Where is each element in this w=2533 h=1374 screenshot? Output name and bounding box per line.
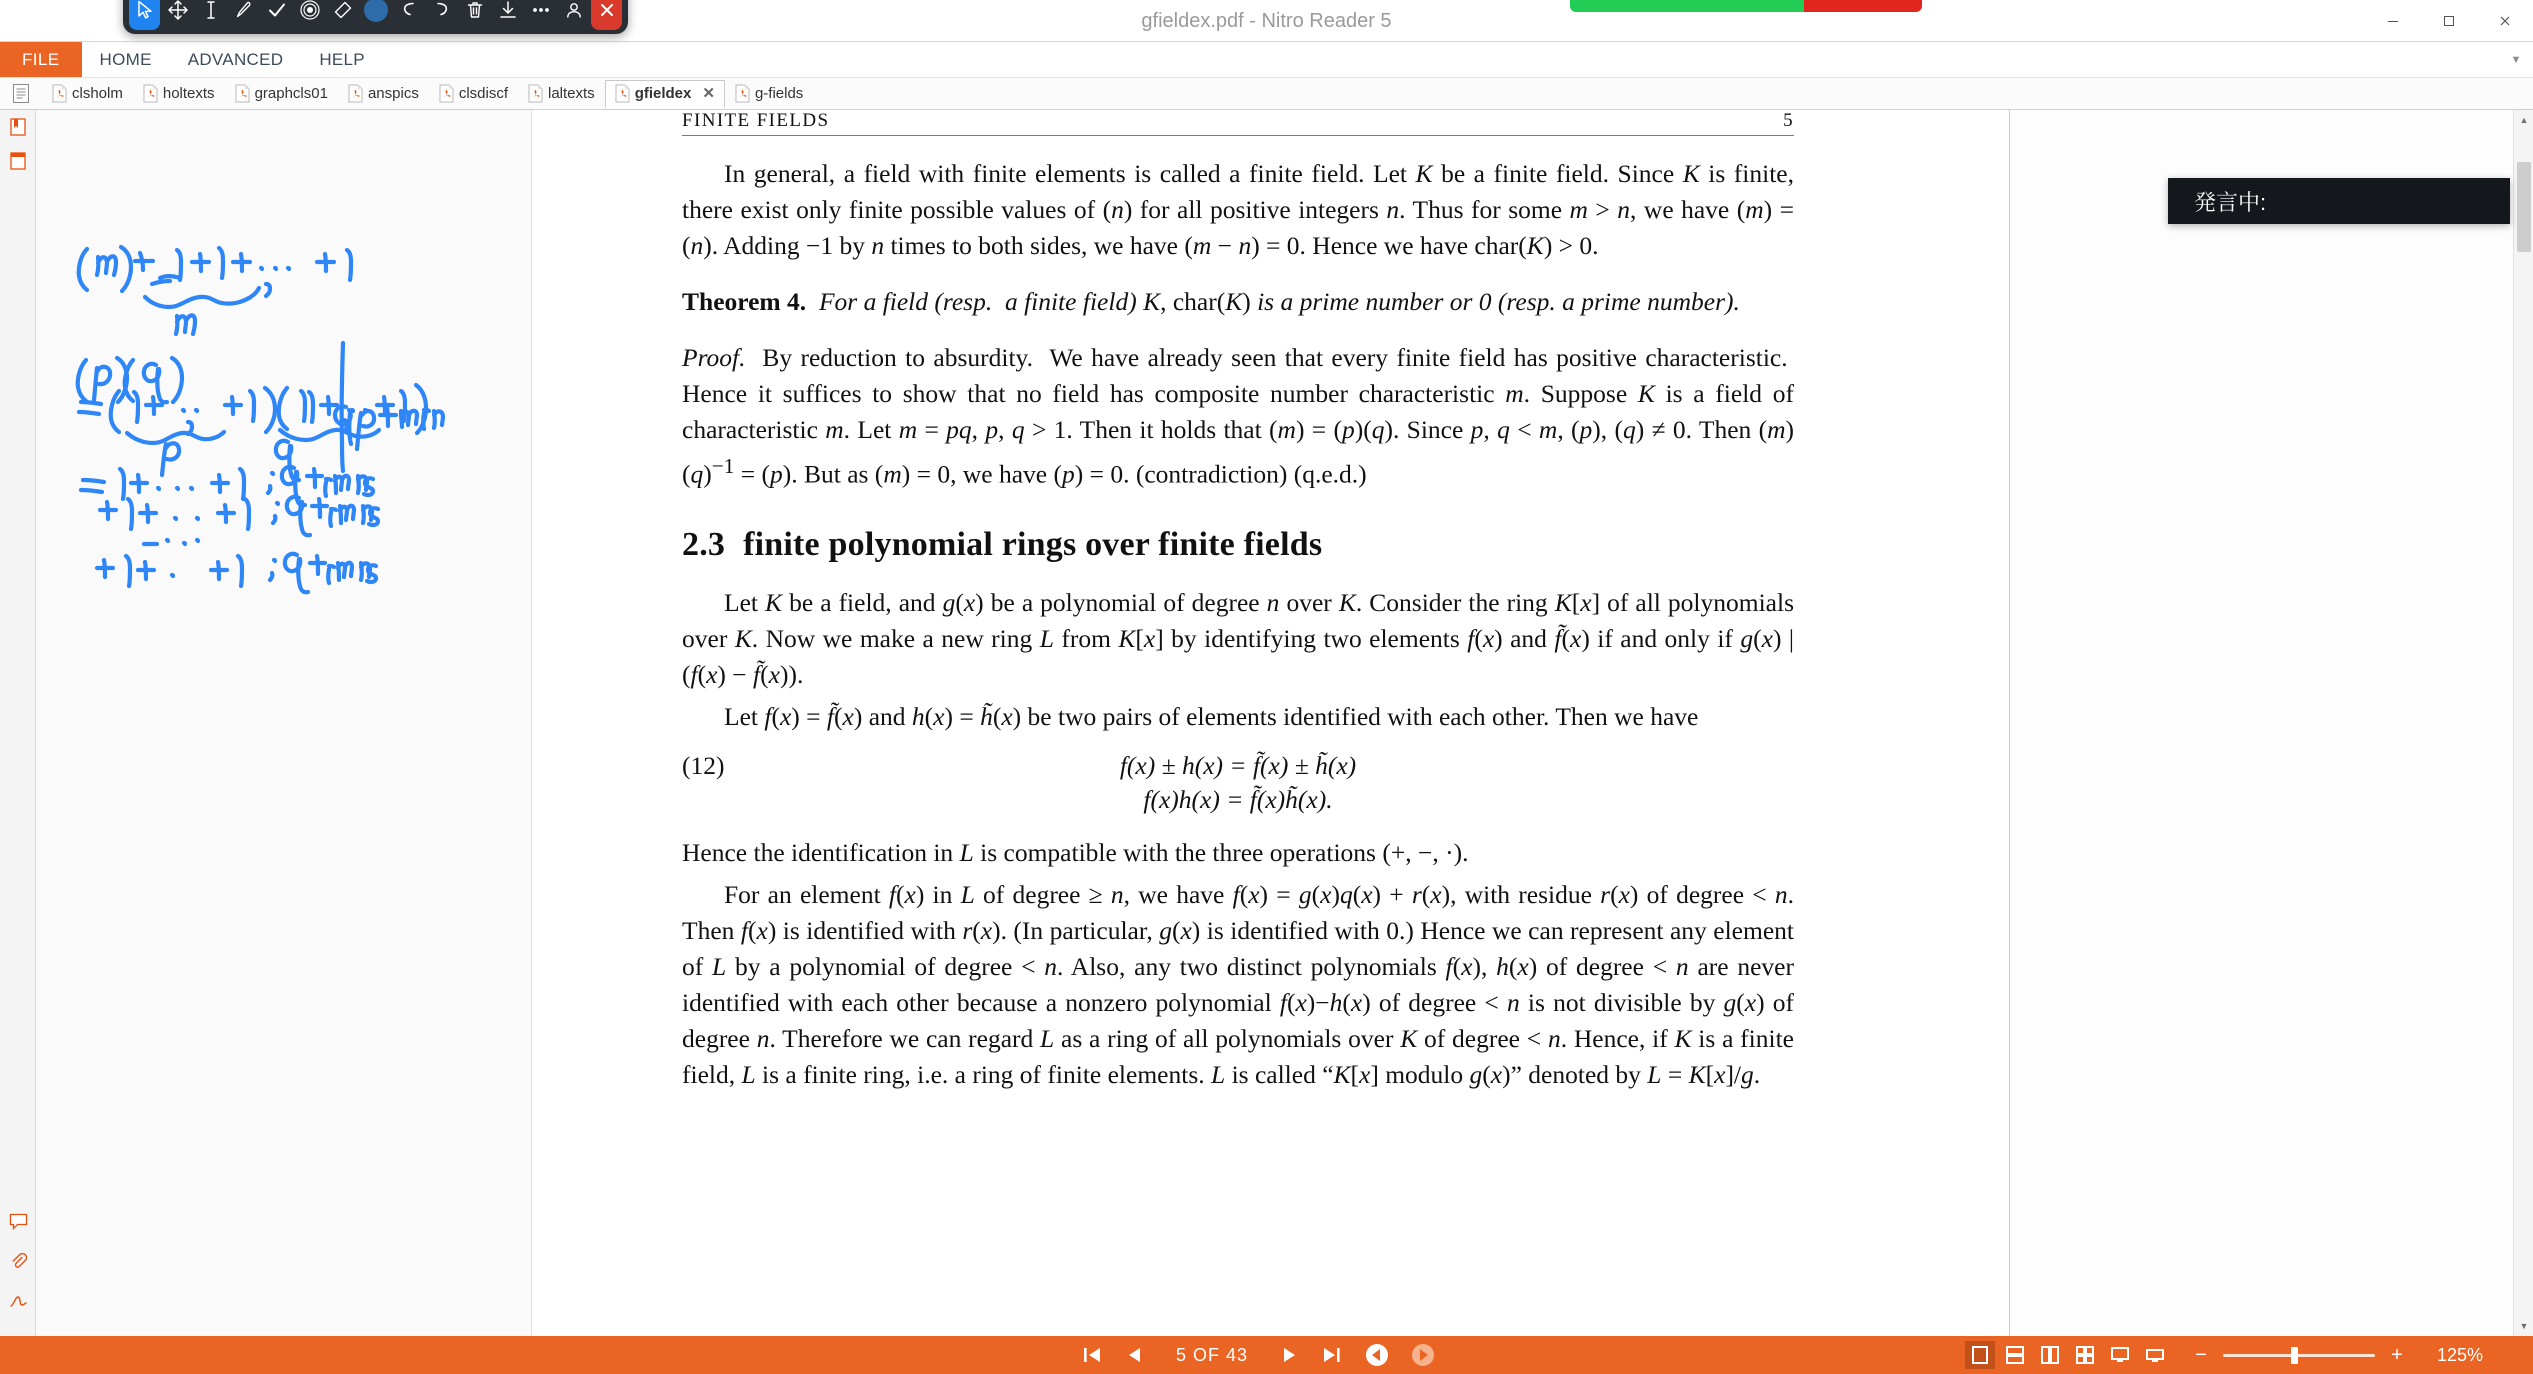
speaking-indicator [2168, 178, 2510, 224]
scrollbar-thumb[interactable] [2517, 162, 2531, 252]
zoom-controls [2193, 1344, 2499, 1367]
check-icon[interactable] [261, 0, 292, 30]
tab-bar [0, 78, 2533, 110]
zoom-slider-thumb[interactable] [2291, 1347, 2298, 1364]
grid-view-icon[interactable] [2070, 1341, 2100, 1369]
paragraph-identification: Let f(x) = f̃(x) and h(x) = h̃(x) be two pairs of elements identified with each other. Then we have [724, 701, 1699, 731]
current-color-swatch [364, 0, 388, 22]
menu-help[interactable]: HELP [319, 49, 365, 69]
proof-block: Proof. By reduction to absurdity. We have already seen that every finite field has positive characteristic. Hence it suffices to show that no field has composite number characteristic m. Suppose K is a field of characteristic m. Let m = pq, p, q > 1. Then it holds that (m) = (p)(q). Since p, q < m, (p), (q) ≠ 0. Then $(m)(q)^{-1} = (p)$. But as (m) = 0, we have (p) = 0. (contradiction) (q.e.d.) [682, 343, 1795, 489]
paragraph-residue: For an element f(x) in L of degree ≥ n, we have f(x) = g(x)q(x) + r(x), with residue r(x) of degree < n. Then f(x) is identified with r(x). (In particular, g(x) is identified with 0.) Hence we can represent any element of L by a polynomial of degree < n. Also, any two distinct polynomials f(x), h(x) of degree < n are never identified with each other because a nonzero polynomial f(x)−h(x) of degree < n is not divisible by g(x) of degree n. Therefore we can regard L as a ring of all polynomials over K of degree < n. Hence, if K is a finite field, L is a finite ring, i.e. a ring of finite elements. L is called “K[x] modulo g(x)” denoted by L = K[x]/g. [682, 879, 1795, 1089]
tab-clsholm[interactable] [42, 80, 133, 108]
running-head-title: FINITE FIELDS [682, 110, 830, 131]
pdf-file-icon [528, 84, 543, 103]
viewer-empty-area [2011, 110, 2513, 1336]
tab-clsdiscf[interactable] [429, 80, 518, 108]
call-accept-bar[interactable] [1570, 0, 1804, 12]
previous-view-button[interactable] [1364, 1342, 1390, 1368]
close-window-button[interactable] [2477, 0, 2533, 42]
pdf-file-icon [735, 84, 750, 103]
pdf-file-icon [439, 84, 454, 103]
menu-bar [0, 42, 2533, 78]
last-page-button[interactable] [1320, 1345, 1344, 1365]
tab-holtexts[interactable] [133, 80, 225, 108]
download-icon[interactable] [492, 0, 523, 30]
cursor-select-icon[interactable] [129, 0, 160, 30]
tab-label: clsdiscf [458, 85, 508, 102]
chevron-down-icon[interactable]: ▼ [2510, 53, 2522, 66]
pdf-file-icon [615, 84, 630, 103]
left-rail [0, 110, 36, 1336]
handwritten-ink-layer [36, 110, 532, 1336]
page-content [682, 156, 1794, 1099]
tab-anspics[interactable] [338, 80, 429, 108]
status-bar [0, 1336, 2533, 1374]
tab-label: graphcls01 [254, 85, 328, 102]
equation-number: (12) [682, 750, 725, 780]
comments-panel-icon[interactable] [0, 1204, 36, 1238]
section-number: 2.3 [682, 525, 726, 563]
color-swatch-icon[interactable] [360, 0, 391, 30]
call-end-bar[interactable] [1804, 0, 1922, 12]
document-scrollbar[interactable] [2513, 110, 2533, 1336]
tab-label: laltexts [548, 85, 595, 102]
tab-graphcls01[interactable] [225, 80, 338, 108]
pdf-page [532, 110, 2010, 1336]
speaking-label: 発言中: [2194, 189, 2267, 215]
text-cursor-icon[interactable] [195, 0, 226, 30]
single-page-view-icon[interactable] [1965, 1341, 1995, 1369]
fit-width-view-icon[interactable] [2140, 1341, 2170, 1369]
paragraph-ring-definition: Let K be a field, and g(x) be a polynomial of degree n over K. Consider the ring K[x] of all polynomials over K. Now we make a new ring L from K[x] by identifying two elements f(x) and f̃(x) if and only if g(x) | (f(x) − f̃(x)). [682, 587, 1795, 689]
view-controls [1965, 1341, 2533, 1369]
attachments-panel-icon[interactable] [0, 1244, 36, 1278]
redo-icon[interactable] [426, 0, 457, 30]
page-indicator[interactable]: 5 OF 43 [1176, 1344, 1249, 1365]
bookmarks-panel-icon[interactable] [0, 110, 36, 144]
paragraph-intro: In general, a field with finite elements is called a finite field. Let K be a finite field. Since K is finite, there exist only finite possible values of (n) for all positive integers n. Thus for some m > n, we have (m) = (n). Adding −1 by n times to both sides, we have (m − n) = 0. Hence we have char(K) > 0. [682, 159, 1795, 260]
pdf-file-icon [348, 84, 363, 103]
menu-file[interactable]: FILE [0, 42, 82, 77]
person-icon[interactable] [558, 0, 589, 30]
eraser-icon[interactable] [327, 0, 358, 30]
undo-icon[interactable] [393, 0, 424, 30]
window-controls [2365, 0, 2533, 42]
running-head-page-number: 5 [1783, 110, 1794, 131]
document-list-icon[interactable] [8, 82, 34, 106]
minimize-button[interactable] [2365, 0, 2421, 42]
document-viewer[interactable] [532, 110, 2513, 1336]
tab-laltexts[interactable] [518, 80, 605, 108]
section-heading [682, 527, 1794, 563]
window-title: gfieldex.pdf - Nitro Reader 5 [1141, 10, 1392, 32]
tab-label: holtexts [162, 85, 215, 102]
pages-panel-icon[interactable] [0, 144, 36, 178]
pdf-file-icon [235, 84, 250, 103]
page-running-head [682, 110, 1794, 136]
zoom-level-value[interactable]: 125% [2437, 1344, 2484, 1365]
zoom-slider[interactable] [2223, 1354, 2375, 1357]
tab-g-fields[interactable] [725, 80, 813, 108]
signatures-panel-icon[interactable] [0, 1284, 36, 1318]
pdf-file-icon [143, 84, 158, 103]
status-left-spacer [0, 1336, 1080, 1374]
equation-line-2: f(x)h(x) = f̃(x)h̃(x). [1143, 784, 1333, 814]
call-control-bar[interactable] [1570, 0, 1922, 12]
more-options-icon[interactable] [525, 0, 556, 30]
tab-gfieldex[interactable] [605, 80, 725, 108]
tab-label: gfieldex [634, 85, 692, 102]
menu-advanced[interactable]: ADVANCED [187, 49, 284, 69]
tab-label: anspics [367, 85, 419, 102]
fit-page-view-icon[interactable] [2105, 1341, 2135, 1369]
theorem-4: Theorem 4. For a field (resp. a finite field) K, char(K) is a prime number or 0 (resp. a prime number). [682, 287, 1740, 316]
margin-brace-annotation [332, 335, 452, 495]
pen-icon[interactable] [228, 0, 259, 30]
next-view-button[interactable] [1410, 1342, 1436, 1368]
two-page-view-icon[interactable] [2035, 1341, 2065, 1369]
close-toolbar-icon[interactable] [591, 0, 622, 30]
zoom-out-button[interactable]: − [2195, 1343, 2207, 1366]
previous-page-button[interactable] [1124, 1345, 1144, 1365]
annotation-toolbar [123, 0, 628, 34]
menu-spacer [383, 42, 2499, 77]
tab-label: clsholm [72, 85, 123, 102]
laser-pointer-icon[interactable] [294, 0, 325, 30]
equation-12 [682, 749, 1794, 817]
paragraph-compatible: Hence the identification in L is compatible with the three operations (+, −, ·). [682, 837, 1469, 867]
trash-icon[interactable] [459, 0, 490, 30]
pdf-file-icon [52, 84, 67, 103]
annotation-canvas[interactable] [36, 110, 532, 1336]
zoom-in-button[interactable]: + [2391, 1343, 2403, 1366]
scroll-up-icon[interactable]: ▲ [2519, 115, 2529, 125]
equation-line-1: f(x) ± h(x) = f̃(x) ± h̃(x) [1119, 750, 1357, 780]
page-navigation [1080, 1342, 1436, 1368]
next-page-button[interactable] [1280, 1345, 1300, 1365]
maximize-button[interactable] [2421, 0, 2477, 42]
continuous-view-icon[interactable] [2000, 1341, 2030, 1369]
first-page-button[interactable] [1080, 1345, 1104, 1365]
move-pan-icon[interactable] [162, 0, 193, 30]
section-title: finite polynomial rings over finite fields [743, 525, 1323, 563]
tab-label: g-fields [754, 85, 804, 102]
tab-close-icon[interactable]: ✕ [702, 85, 715, 102]
menu-home[interactable]: HOME [99, 49, 152, 69]
scroll-down-icon[interactable]: ▼ [2519, 1321, 2529, 1331]
